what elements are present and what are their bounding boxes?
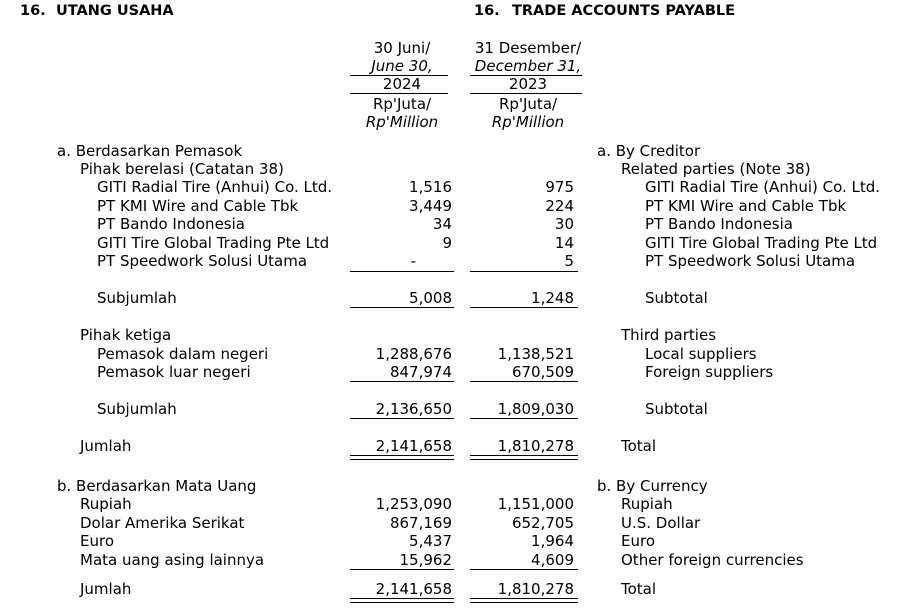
table-cell-2023: 30: [554, 215, 574, 233]
col-2024-rule-2: [350, 93, 448, 94]
section-number-right: 16.: [474, 3, 500, 19]
table-cell-2024: 34: [432, 215, 452, 233]
col-2024-date-id: 30 Juni/: [373, 39, 431, 57]
total-b-2024: 2,141,658: [375, 580, 452, 598]
table-row-label-en: U.S. Dollar: [621, 514, 701, 532]
col-2023-date-id: 31 Desember/: [474, 39, 582, 57]
total-a-label-en: Total: [621, 437, 657, 455]
total-b-label-id: Jumlah: [80, 580, 132, 598]
table-row-label-en: PT KMI Wire and Cable Tbk: [645, 197, 847, 215]
table-row-label-id: PT Bando Indonesia: [97, 215, 245, 233]
total-a-double-rule-2023: [470, 455, 578, 460]
table-cell-2023: 670,509: [511, 363, 574, 381]
section-b-title-en: b. By Currency: [597, 477, 708, 495]
third-subtotal-label-id: Subjumlah: [97, 400, 177, 418]
table-row-label-en: Rupiah: [621, 495, 673, 513]
related-subtotal-2023: 1,248: [531, 289, 574, 307]
section-a-title-en: a. By Creditor: [597, 142, 701, 160]
table-row-label-id: Rupiah: [80, 495, 132, 513]
table-cell-2023: 4,609: [531, 551, 574, 569]
total-a-label-id: Jumlah: [80, 437, 132, 455]
third-subtotal-2023: 1,809,030: [497, 400, 574, 418]
third-subtotal-2024: 2,136,650: [375, 400, 452, 418]
third-label-en: Third parties: [621, 326, 717, 344]
table-row-label-id: Pemasok dalam negeri: [97, 345, 269, 363]
related-label-en: Related parties (Note 38): [621, 160, 811, 178]
table-cell-2024: -: [410, 252, 416, 270]
table-cell-2023: 1,138,521: [497, 345, 574, 363]
col-2023-unit-id: Rp'Juta/: [498, 95, 558, 113]
total-b-double-rule-2023: [470, 598, 578, 603]
table-cell-2024: 1,288,676: [375, 345, 452, 363]
table-row-label-en: Foreign suppliers: [645, 363, 774, 381]
table-row-label-id: Euro: [80, 532, 114, 550]
table-cell-2023: 1,964: [531, 532, 574, 550]
third-label-id: Pihak ketiga: [80, 326, 172, 344]
table-cell-2023: 1,151,000: [497, 495, 574, 513]
third-subtotal-rule-2024: [350, 418, 454, 419]
section-b-title-id: b. Berdasarkan Mata Uang: [57, 477, 257, 495]
table-cell-2024: 5,437: [409, 532, 452, 550]
table-row-label-id: GITI Tire Global Trading Pte Ltd: [97, 234, 330, 252]
col-2023-rule-2: [470, 93, 582, 94]
table-cell-2024: 847,974: [389, 363, 452, 381]
third-subtotal-rule-2023: [470, 418, 578, 419]
table-cell-2024: 9: [442, 234, 452, 252]
total-a-double-rule-2024: [350, 455, 454, 460]
related-subtotal-label-en: Subtotal: [645, 289, 708, 307]
total-b-2023: 1,810,278: [497, 580, 574, 598]
table-row-label-id: Mata uang asing lainnya: [80, 551, 265, 569]
total-a-2023: 1,810,278: [497, 437, 574, 455]
related-subtotal-rule-2024: [350, 307, 454, 308]
related-sum-rule-2023: [470, 271, 578, 272]
col-2023-unit-en: Rp'Million: [491, 113, 565, 131]
table-row-label-id: Dolar Amerika Serikat: [80, 514, 245, 532]
third-sum-rule-2023: [470, 381, 578, 382]
table-row-label-en: Local suppliers: [645, 345, 757, 363]
total-b-double-rule-2024: [350, 598, 454, 603]
table-row-label-id: PT Speedwork Solusi Utama: [97, 252, 308, 270]
table-cell-2024: 1,253,090: [375, 495, 452, 513]
table-row-label-id: Pemasok luar negeri: [97, 363, 251, 381]
section-title-id: UTANG USAHA: [56, 3, 174, 19]
section-title-en: TRADE ACCOUNTS PAYABLE: [512, 3, 736, 19]
third-subtotal-label-en: Subtotal: [645, 400, 708, 418]
table-row-label-en: GITI Tire Global Trading Pte Ltd: [645, 234, 878, 252]
table-row-label-en: GITI Radial Tire (Anhui) Co. Ltd.: [645, 178, 881, 196]
third-sum-rule-2024: [350, 381, 454, 382]
total-a-2024: 2,141,658: [375, 437, 452, 455]
related-subtotal-label-id: Subjumlah: [97, 289, 177, 307]
table-row-label-en: PT Speedwork Solusi Utama: [645, 252, 856, 270]
related-sum-rule-2024: [350, 271, 454, 272]
related-subtotal-rule-2023: [470, 307, 578, 308]
table-cell-2024: 3,449: [409, 197, 452, 215]
section-a-title-id: a. Berdasarkan Pemasok: [57, 142, 243, 160]
table-cell-2023: 14: [554, 234, 574, 252]
total-b-label-en: Total: [621, 580, 657, 598]
section-b-sum-rule-2023: [470, 569, 578, 570]
table-row-label-id: GITI Radial Tire (Anhui) Co. Ltd.: [97, 178, 333, 196]
table-cell-2023: 5: [564, 252, 574, 270]
related-subtotal-2024: 5,008: [409, 289, 452, 307]
table-cell-2024: 1,516: [409, 178, 452, 196]
section-number-left: 16.: [20, 3, 46, 19]
table-row-label-en: PT Bando Indonesia: [645, 215, 793, 233]
table-cell-2023: 975: [545, 178, 574, 196]
col-2024-unit-id: Rp'Juta/: [372, 95, 432, 113]
related-label-id: Pihak berelasi (Catatan 38): [80, 160, 284, 178]
table-cell-2024: 867,169: [389, 514, 452, 532]
col-2024-year: 2024: [382, 75, 422, 93]
col-2023-year: 2023: [508, 75, 548, 93]
section-b-sum-rule-2024: [350, 569, 454, 570]
col-2024-unit-en: Rp'Million: [365, 113, 439, 131]
table-row-label-id: PT KMI Wire and Cable Tbk: [97, 197, 299, 215]
col-2023-date-en: December 31,: [474, 57, 582, 75]
col-2024-date-en: June 30,: [371, 57, 433, 75]
table-row-label-en: Euro: [621, 532, 655, 550]
table-row-label-en: Other foreign currencies: [621, 551, 804, 569]
table-cell-2024: 15,962: [399, 551, 452, 569]
table-cell-2023: 652,705: [511, 514, 574, 532]
table-cell-2023: 224: [545, 197, 574, 215]
